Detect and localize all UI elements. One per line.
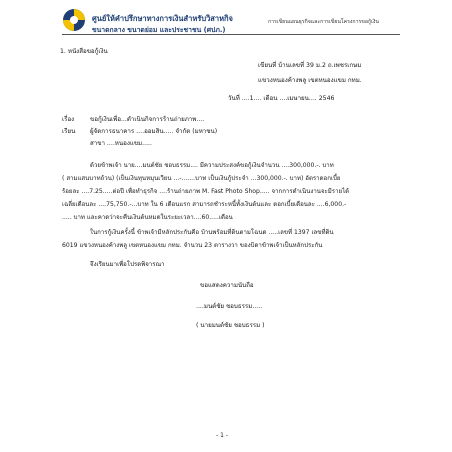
organization-logo	[62, 8, 86, 32]
section-title: 1. หนังสือขอกู้เงิน	[60, 48, 108, 55]
paragraph-1-line-3: ร้อยละ ....7.25.....ต่อปี เพื่อทำธุรกิจ ....ร้านถ่ายภาพ M. Fast Photo Shop..... จากการดำเนินงานจะมีรายได้	[62, 188, 350, 195]
paragraph-3: จึงเรียนมาเพื่อโปรดพิจารณา	[90, 261, 165, 268]
subject-value: ขอกู้เงินเพื่อ...ดำเนินกิจการร้านถ่ายภาพ....	[90, 116, 205, 123]
header-divider	[62, 34, 400, 35]
paragraph-2-line-2: 6019 แขวงหนองค้างพลู เขตหนองแขม กทม. จำนวน 23 ตารางวา ของบิดาข้าพเจ้าเป็นหลักประกัน	[62, 242, 323, 249]
address-line-2: แขวงหนองค้างพลู เขตหนองแขม กทม.	[258, 77, 362, 84]
subject-label: เรื่อง	[62, 116, 75, 123]
paragraph-1-line-2: ( สามแสนบาทถ้วน) (เป็นเงินทุนหมุนเวียน ...-.......บาท เป็นเงินกู้ประจำ ...300,000.-. บาท) อัตราดอกเบี้ย	[62, 175, 341, 182]
signature: ....มนต์ชัย ชอบธรรม.....	[196, 303, 263, 310]
branch-value: สาขา ....หนองแขม.....	[90, 140, 152, 147]
paragraph-2-line-1: ในการกู้เงินครั้งนี้ ข้าพเจ้ามีหลักประกันคือ บ้านพร้อมที่ดินตามโฉนด .....เลขที่ 1397 เลขที่ดิน	[90, 229, 334, 236]
recipient-label: เรียน	[62, 128, 76, 135]
closing-salutation: ขอแสดงความนับถือ	[200, 282, 254, 289]
signatory-name: ( นายมนต์ชัย ชอบธรรม )	[196, 322, 265, 329]
paragraph-1-line-1: ด้วยข้าพเจ้า นาย....มนต์ชัย ชอบธรรม.... มีความประสงค์ขอกู้เงินจำนวน ....300,000.-. บาท	[90, 162, 334, 169]
header-title: การเขียนแผนธุรกิจและการเขียนโครงการขอกู้เงิน	[268, 19, 379, 25]
org-name-line1: ศูนย์ให้คำปรึกษาทางการเงินสำหรับวิสาหกิจ	[92, 14, 233, 23]
paragraph-1-line-5: ..... บาท และคาดว่าจะคืนเงินต้นหมดในระยะเวลา....60.....เดือน	[62, 214, 233, 221]
recipient-value: ผู้จัดการธนาคาร ....ออมสิน..... จำกัด (มหาชน)	[90, 128, 218, 135]
paragraph-1-line-4: เฉลี่ยเดือนละ ....75,750.-...บาท ใน 6 เดือนแรก สามารถชำระหนี้ทั้งเงินต้นและ ดอกเบี้ยเดือนละ ....6,000.-	[62, 201, 347, 208]
date-line: วันที่ ....1.... เดือน ....เมษายน.... 2546	[228, 95, 335, 102]
page-number: - 1 -	[216, 432, 228, 439]
address-line-1: เขียนที่ บ้านเลขที่ 39 ม.2 ถ.เพชรเกษม	[258, 62, 362, 69]
org-name-line2: ขนาดกลาง ขนาดย่อม และประชาชน (ศปภ.)	[92, 26, 226, 34]
